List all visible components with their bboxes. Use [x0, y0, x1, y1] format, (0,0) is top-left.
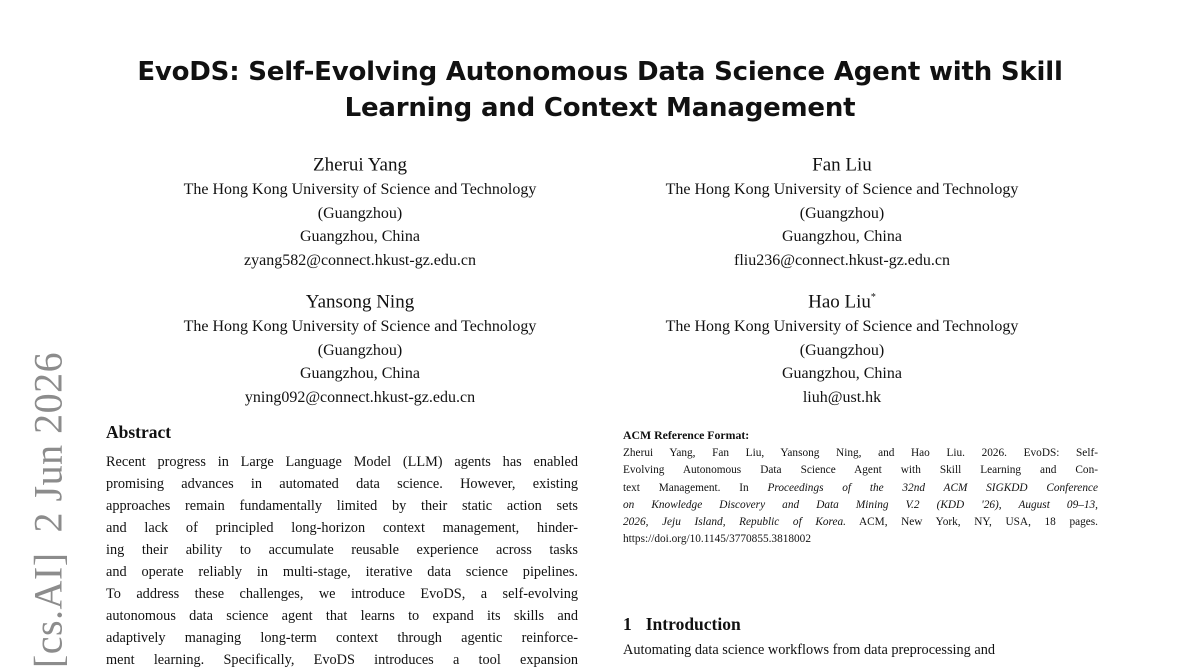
abstract-line: Recent progress in Large Language Model (LLM) agents has enabled	[106, 454, 578, 470]
author-email: fliu236@connect.hkust-gz.edu.cn	[733, 251, 950, 269]
author-name: Hao Liu*	[808, 291, 876, 313]
author-location: Guangzhou, China	[300, 365, 420, 383]
acm-reference-line: 2026, Jeju Island, Republic of Korea. ACM, New York, NY, USA, 18 pages.	[623, 516, 1098, 529]
acm-reference-line: Zherui Yang, Fan Liu, Yansong Ning, and Hao Liu. 2026. EvoDS: Self-	[623, 447, 1098, 460]
author-affiliation: The Hong Kong University of Science and Technology	[183, 181, 537, 199]
author-email: zyang582@connect.hkust-gz.edu.cn	[244, 251, 476, 269]
arxiv-category: [cs.AI]	[25, 552, 71, 669]
abstract-line: To address these challenges, we introduce EvoDS, a self-evolving	[106, 586, 578, 602]
abstract-line: and operate reliably in multi-stage, iterative data science pipelines.	[106, 564, 578, 580]
acm-reference-line: text Management. In Proceedings of the 32nd ACM SIGKDD Conference	[623, 481, 1098, 494]
abstract-line: autonomous data science agent that learns to expand its skills and	[106, 608, 578, 624]
abstract-line: and lack of principled long-horizon context management, hinder-	[106, 520, 578, 536]
corresponding-author-mark: *	[870, 292, 876, 303]
author-affiliation-campus: (Guangzhou)	[799, 341, 885, 359]
abstract-text	[106, 451, 578, 671]
abstract-heading: Abstract	[106, 422, 172, 442]
acm-reference-format	[623, 427, 1098, 548]
acm-reference-line: on Knowledge Discovery and Data Mining V.2 (KDD '26), August 09–13,	[623, 498, 1098, 511]
author-block	[602, 285, 1082, 409]
author-location: Guangzhou, China	[782, 228, 902, 246]
abstract-line: ment learning. Specifically, EvoDS introduces a tool expansion	[106, 652, 578, 668]
author-affiliation-campus: (Guangzhou)	[317, 341, 403, 359]
paper-title	[60, 54, 1140, 126]
abstract-line: approaches remain fundamentally limited by their static action sets	[106, 498, 578, 514]
author-location: Guangzhou, China	[782, 365, 902, 383]
paper-title-line-1: EvoDS: Self-Evolving Autonomous Data Science Agent with Skill	[137, 57, 1063, 87]
section-heading-introduction	[623, 614, 741, 635]
author-location: Guangzhou, China	[300, 228, 420, 246]
arxiv-stamp	[25, 332, 72, 668]
acm-reference-line: Evolving Autonomous Data Science Agent with Skill Learning and Con-	[623, 464, 1098, 477]
author-name: Yansong Ning	[305, 291, 415, 313]
author-email: yning092@connect.hkust-gz.edu.cn	[244, 388, 476, 406]
author-affiliation: The Hong Kong University of Science and Technology	[183, 318, 537, 336]
acm-reference-heading: ACM Reference Format:	[623, 428, 750, 442]
author-affiliation-campus: (Guangzhou)	[799, 204, 885, 222]
section-title: Introduction	[645, 614, 741, 634]
author-email: liuh@ust.hk	[802, 388, 882, 406]
author-block	[120, 285, 600, 409]
author-block	[602, 148, 1082, 272]
author-name: Fan Liu	[812, 154, 872, 176]
abstract-line: promising advances in automated data science. However, existing	[106, 476, 578, 492]
author-block	[120, 148, 600, 272]
paper-title-line-2: Learning and Context Management	[344, 93, 856, 123]
doi-link[interactable]: https://doi.org/10.1145/3770855.3818002	[623, 533, 811, 546]
abstract-line: ing their ability to accumulate reusable experience across tasks	[106, 542, 578, 558]
author-affiliation: The Hong Kong University of Science and Technology	[665, 318, 1019, 336]
introduction-first-line: Automating data science workflows from data preprocessing and	[623, 642, 995, 658]
section-number: 1	[623, 614, 632, 634]
arxiv-date: 2 Jun 2026	[25, 351, 71, 533]
author-affiliation: The Hong Kong University of Science and Technology	[665, 181, 1019, 199]
abstract-line: adaptively managing long-term context through agentic reinforce-	[106, 630, 578, 646]
author-name: Zherui Yang	[313, 154, 407, 176]
author-affiliation-campus: (Guangzhou)	[317, 204, 403, 222]
